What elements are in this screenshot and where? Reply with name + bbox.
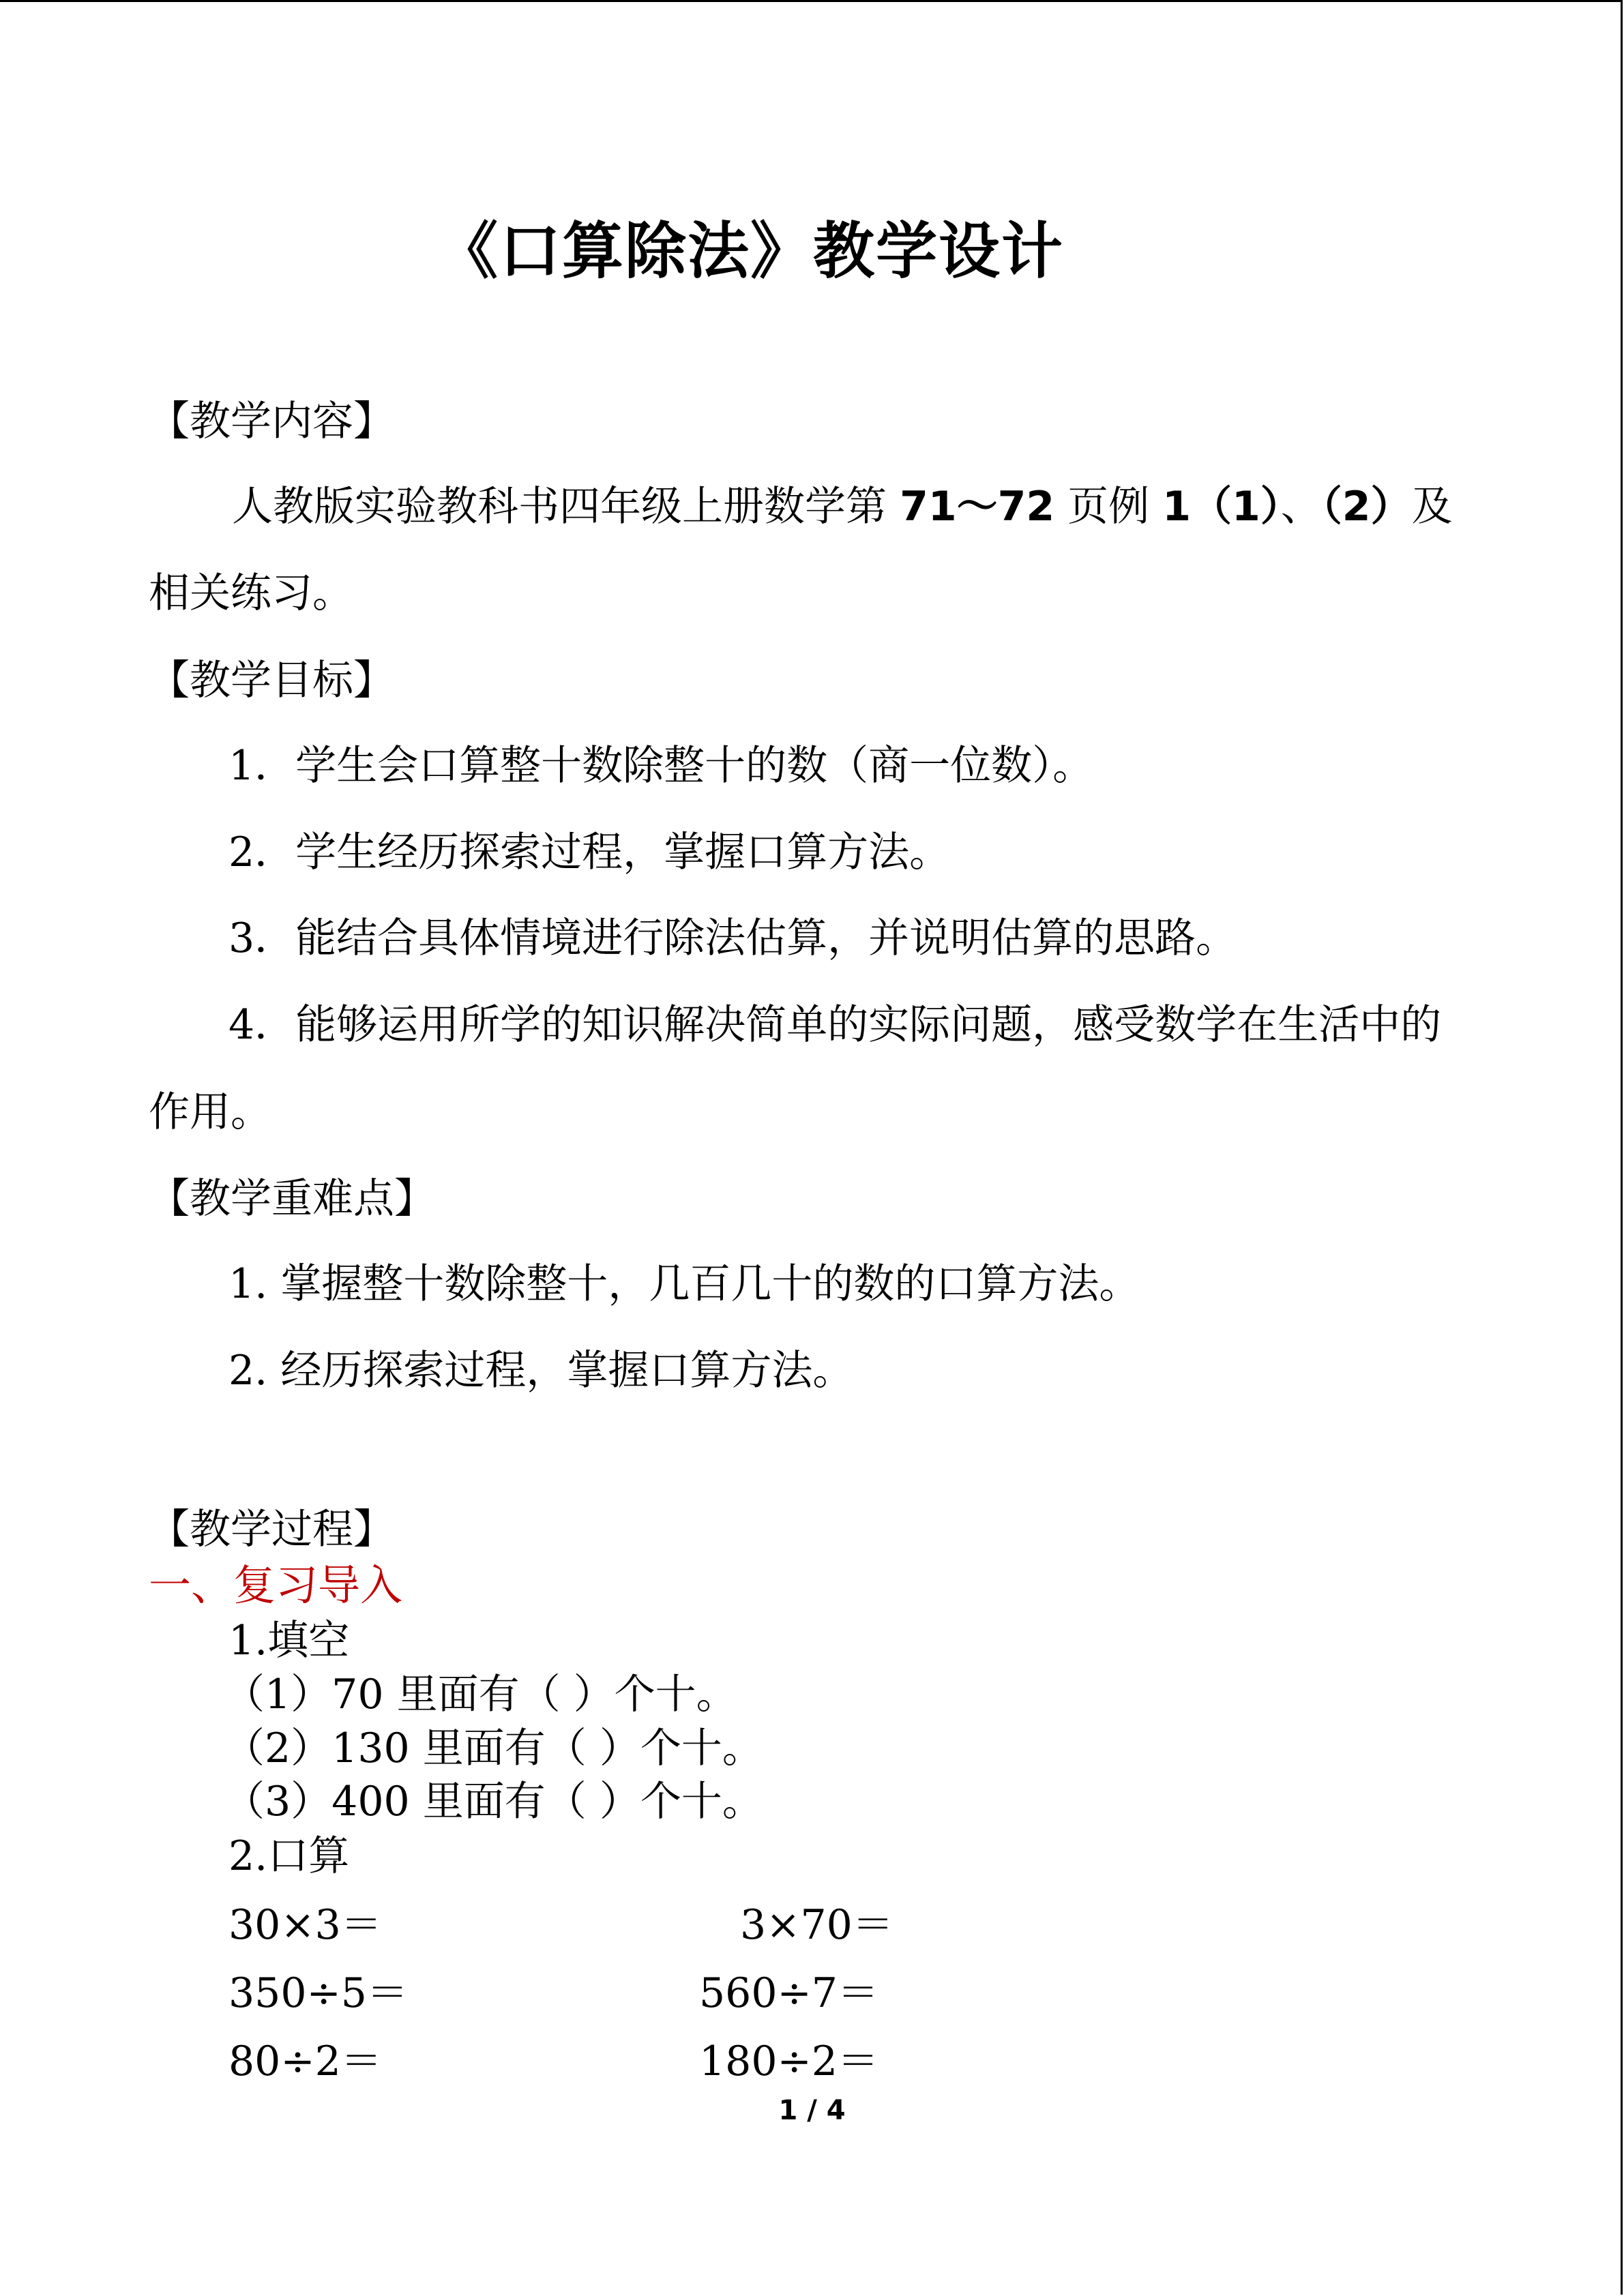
content-part1: （1） <box>1190 483 1281 531</box>
content-example: 1 <box>1162 483 1191 531</box>
fill-blank-title: 1.填空 <box>228 1617 350 1665</box>
content-text-post: 及 <box>1411 483 1453 531</box>
section-heading-goals: 【教学目标】 <box>149 657 394 704</box>
content-text-mid: 页例 <box>1054 483 1163 531</box>
oral-calc-left-2: 350÷5＝ <box>228 1969 408 2017</box>
process-part1-title: 一、复习导入 <box>149 1560 403 1610</box>
oral-calc-title: 2.口算 <box>228 1832 350 1880</box>
section-heading-key-points: 【教学重难点】 <box>149 1175 435 1223</box>
section-heading-process: 【教学过程】 <box>149 1506 394 1553</box>
key-point-1: 1. 掌握整十数除整十，几百几十的数的口算方法。 <box>228 1260 1140 1308</box>
document-title: 《口算除法》教学设计 <box>437 215 1064 287</box>
fill-blank-item-1: （1）70 里面有（ ）个十。 <box>224 1671 737 1718</box>
goal-item-4: 4．能够运用所学的知识解决简单的实际问题，感受数学在生活中的 <box>228 1001 1442 1049</box>
content-text-pre: 人教版实验教科书四年级上册数学第 <box>232 483 900 531</box>
oral-calc-left-1: 30×3＝ <box>228 1901 382 1949</box>
key-point-2: 2. 经历探索过程，掌握口算方法。 <box>228 1347 854 1395</box>
content-pages: 71～72 <box>900 483 1055 531</box>
goal-item-2: 2．学生经历探索过程，掌握口算方法。 <box>228 829 951 876</box>
page-number: 1 / 4 <box>778 2095 846 2126</box>
goal-item-4-continued: 作用。 <box>149 1088 271 1136</box>
content-part2: （2） <box>1321 483 1412 531</box>
fill-blank-item-3: （3）400 里面有（ ）个十。 <box>224 1778 763 1825</box>
goal-item-3: 3．能结合具体情境进行除法估算，并说明估算的思路。 <box>228 914 1237 962</box>
content-paragraph-line2: 相关练习。 <box>149 569 353 617</box>
oral-calc-right-1: 3×70＝ <box>740 1901 894 1949</box>
goal-item-1: 1．学生会口算整十数除整十的数（商一位数）。 <box>228 742 1094 790</box>
content-paragraph-line1 <box>232 474 1452 533</box>
oral-calc-right-2: 560÷7＝ <box>699 1969 879 2017</box>
section-heading-content: 【教学内容】 <box>149 398 394 445</box>
content-separator: 、 <box>1280 483 1322 531</box>
oral-calc-left-3: 80÷2＝ <box>228 2038 382 2085</box>
oral-calc-right-3: 180÷2＝ <box>699 2038 879 2085</box>
fill-blank-item-2: （2）130 里面有（ ）个十。 <box>224 1725 763 1772</box>
